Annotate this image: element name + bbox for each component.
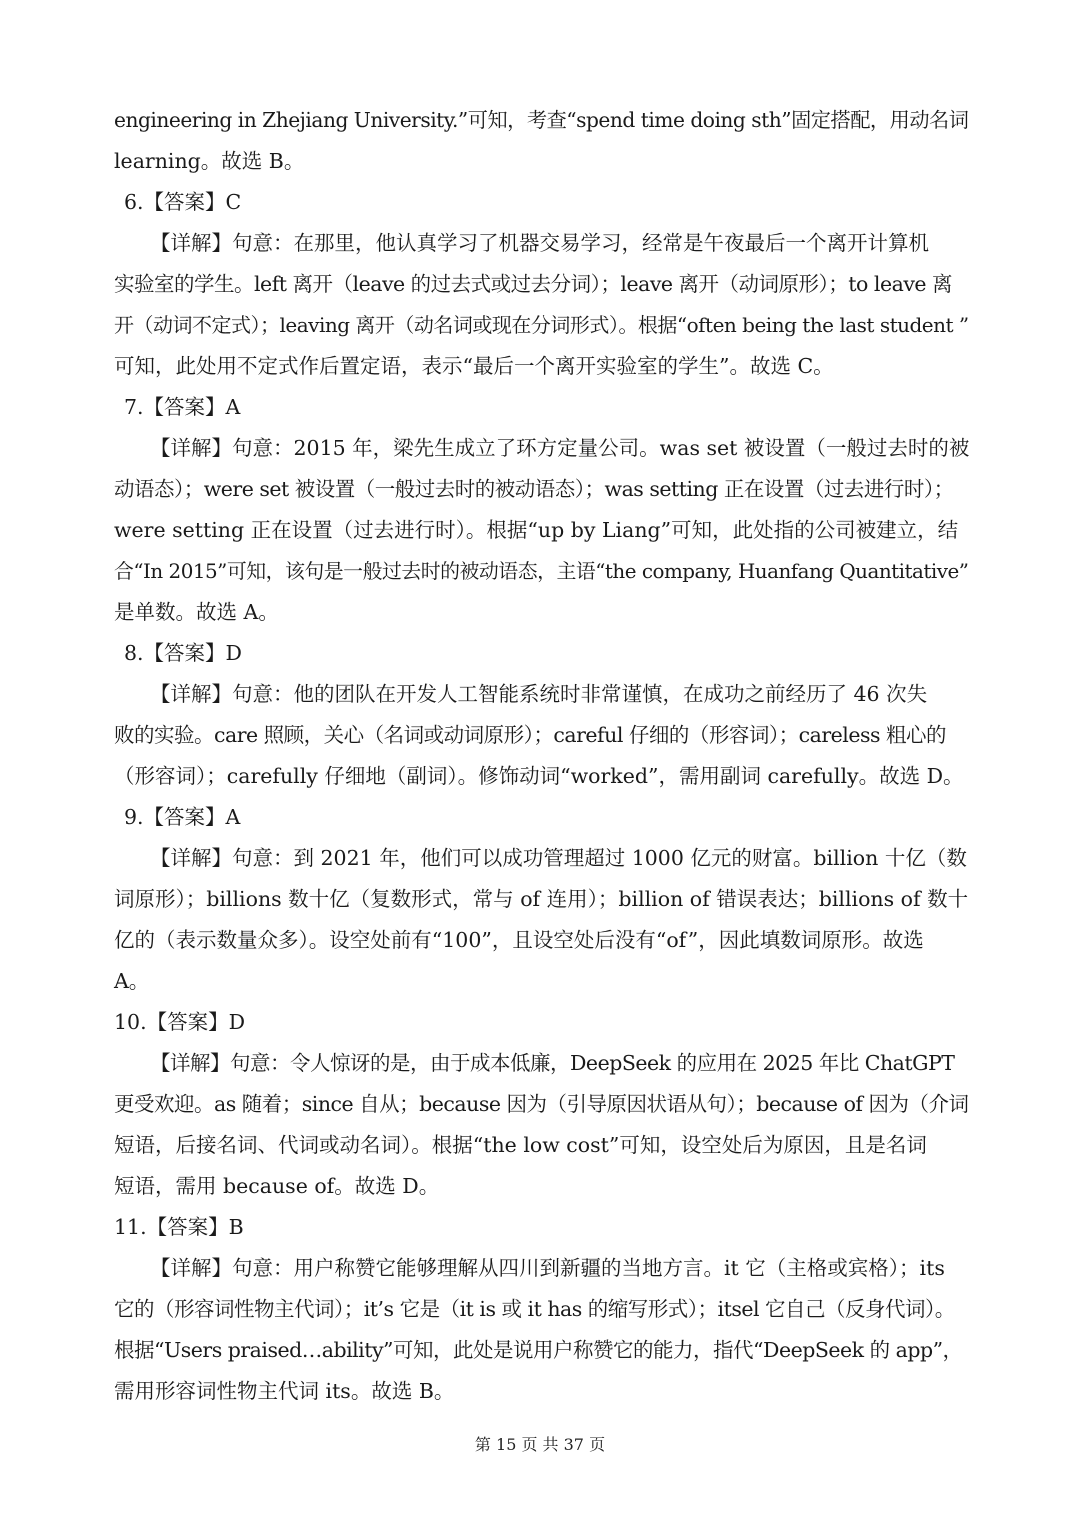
text-line: A。	[114, 969, 150, 993]
explanation-line: 【详解】句意：在那里，他认真学习了机器交易学习，经常是午夜最后一个离开计算机	[150, 231, 929, 255]
question-answer-heading: 8.【答案】D	[124, 641, 242, 665]
text-line: 是单数。故选 A。	[114, 600, 279, 624]
question-answer-heading: 10.【答案】D	[114, 1010, 246, 1034]
explanation-line: 【详解】句意：用户称赞它能够理解从四川到新疆的当地方言。it 它（主格或宾格）；its	[150, 1256, 945, 1280]
text-line: 开（动词不定式）；leaving 离开（动名词或现在分词形式）。根据“often being the last student ”	[114, 313, 969, 337]
document-body	[114, 100, 970, 1412]
text-line: 更受欢迎。as 随着；since 自从；because 因为（引导原因状语从句）；because of 因为（介词	[114, 1092, 969, 1116]
text-line: 词原形）；billions 数十亿（复数形式，常与 of 连用）；billion of 错误表达；billions of 数十	[114, 887, 969, 911]
text-line: 可知，此处用不定式作后置定语，表示“最后一个离开实验室的学生”。故选 C。	[114, 354, 834, 378]
text-line: were setting 正在设置（过去进行时）。根据“up by Liang”可知，此处指的公司被建立，结	[114, 518, 959, 542]
explanation-line: 【详解】句意：他的团队在开发人工智能系统时非常谨慎，在成功之前经历了 46 次失	[150, 682, 928, 706]
question-answer-heading: 6.【答案】C	[124, 190, 242, 214]
text-line: 败的实验。care 照顾，关心（名词或动词原形）；careful 仔细的（形容词）；careless 粗心的	[114, 723, 947, 747]
question-answer-heading: 11.【答案】B	[114, 1215, 244, 1239]
text-line: 它的（形容词性物主代词）；it’s 它是（it is 或 it has 的缩写形式）；itsel 它自己（反身代词）。	[114, 1297, 955, 1321]
text-line: 短语，后接名词、代词或动名词）。根据“the low cost”可知，设空处后为原因，且是名词	[114, 1133, 927, 1157]
text-line: 实验室的学生。left 离开（leave 的过去式或过去分词）；leave 离开（动词原形）；to leave 离	[114, 272, 953, 296]
explanation-line: 【详解】句意：令人惊讶的是，由于成本低廉，DeepSeek 的应用在 2025 年比 ChatGPT	[150, 1051, 955, 1075]
text-line: 动语态）；were set 被设置（一般过去时的被动语态）；was setting 正在设置（过去进行时）；	[114, 477, 954, 501]
page-footer: 第 15 页 共 37 页	[474, 1435, 606, 1454]
question-answer-heading: 7.【答案】A	[124, 395, 241, 419]
text-line: engineering in Zhejiang University.”可知，考查“spend time doing sth”固定搭配，用动名词	[114, 108, 969, 132]
explanation-line: 【详解】句意：2015 年，梁先生成立了环方定量公司。was set 被设置（一般过去时的被	[150, 436, 970, 460]
text-line: （形容词）；carefully 仔细地（副词）。修饰动词“worked”，需用副词 carefully。故选 D。	[114, 764, 964, 788]
text-line: 亿的（表示数量众多）。设空处前有“100”，且设空处后没有“of”，因此填数词原形。故选	[114, 928, 924, 952]
text-line: learning。故选 B。	[114, 149, 305, 173]
text-line: 合“In 2015”可知，该句是一般过去时的被动语态，主语“the company, Huanfang Quantitative”	[114, 560, 969, 583]
explanation-line: 【详解】句意：到 2021 年，他们可以成功管理超过 1000 亿元的财富。billion 十亿（数	[150, 846, 967, 870]
text-line: 短语，需用 because of。故选 D。	[114, 1174, 440, 1198]
text-line: 根据“Users praised…ability”可知，此处是说用户称赞它的能力，指代“DeepSeek 的 app”，	[114, 1338, 963, 1362]
question-answer-heading: 9.【答案】A	[124, 805, 241, 829]
text-line: 需用形容词性物主代词 its。故选 B。	[114, 1379, 455, 1403]
